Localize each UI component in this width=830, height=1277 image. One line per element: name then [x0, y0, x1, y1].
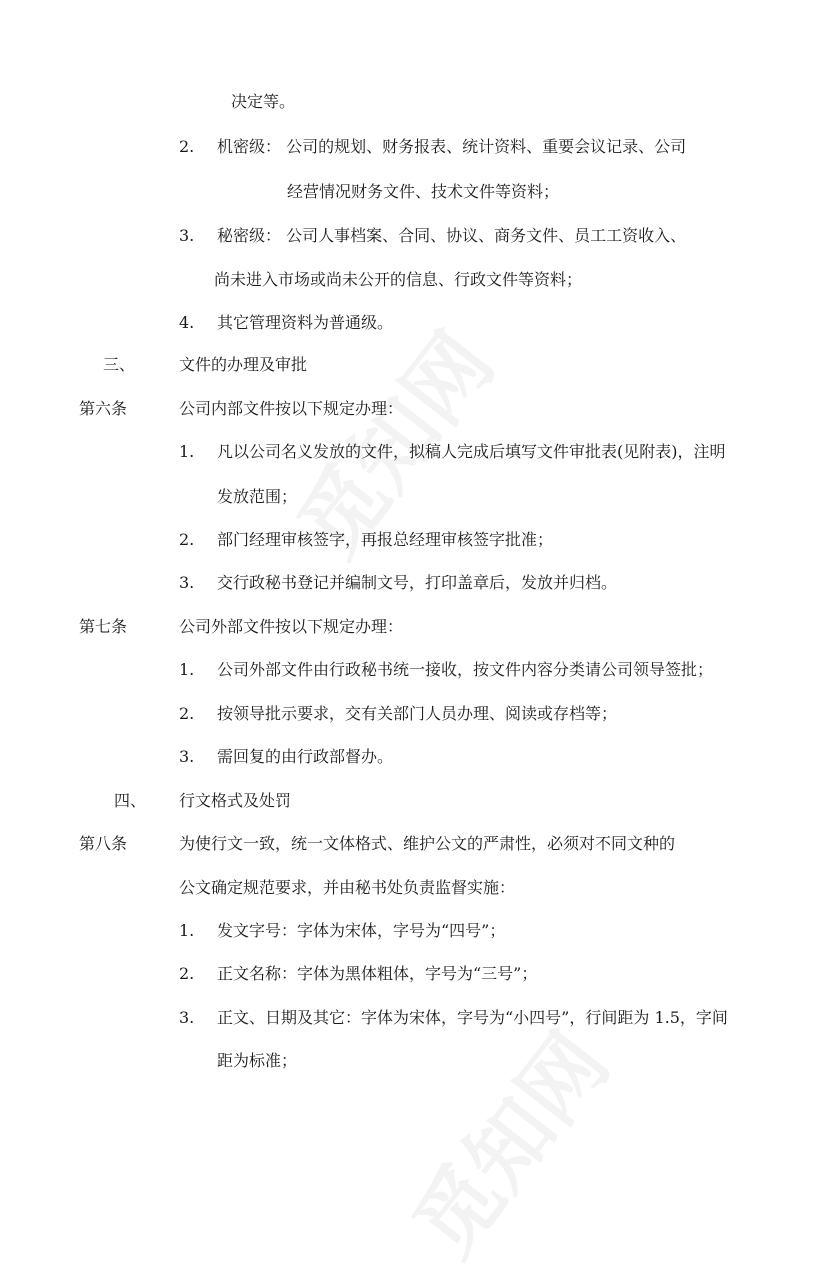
article-number: 第八条 — [79, 834, 128, 853]
list-number: 2. — [179, 704, 195, 723]
paragraph-text: 决定等。 — [231, 92, 296, 111]
section-heading: 行文格式及处罚 — [179, 791, 292, 810]
list-number: 2. — [179, 964, 195, 983]
list-number: 1. — [179, 442, 195, 461]
article-text: 为使行文一致，统一文体格式、维护公文的严肃性，必须对不同文种的 — [179, 834, 676, 853]
list-item-text: 正文名称：字体为黑体粗体，字号为“三号”； — [217, 964, 538, 983]
list-item-text: 正文、日期及其它：字体为宋体，字号为“小四号”，行间距为 1.5，字间 — [217, 1008, 728, 1027]
list-item-text: 按领导批示要求，交有关部门人员办理、阅读或存档等； — [217, 704, 618, 723]
list-number: 1. — [179, 921, 195, 940]
article-number: 第七条 — [79, 617, 128, 636]
article-number: 第六条 — [79, 399, 128, 418]
list-number: 3. — [179, 747, 195, 766]
list-item-text: 交行政秘书登记并编制文号，打印盖章后，发放并归档。 — [217, 573, 618, 592]
list-item-text: 机密级： 公司的规划、财务报表、统计资料、重要会议记录、公司 — [217, 137, 687, 156]
list-item-text: 其它管理资料为普通级。 — [217, 313, 394, 332]
article-text: 公司外部文件按以下规定办理： — [179, 617, 404, 636]
list-number: 1. — [179, 660, 195, 679]
list-item-text: 凡以公司名义发放的文件，拟稿人完成后填写文件审批表(见附表)，注明 — [217, 442, 726, 461]
list-number: 2. — [179, 137, 195, 156]
list-item-text: 公司外部文件由行政秘书统一接收，按文件内容分类请公司领导签批； — [217, 660, 714, 679]
list-number: 3. — [179, 573, 195, 592]
list-item-text: 秘密级： 公司人事档案、合同、协议、商务文件、员工工资收入、 — [217, 226, 687, 245]
list-item-text: 发文字号：字体为宋体，字号为“四号”； — [217, 921, 506, 940]
section-number: 三、 — [103, 355, 136, 374]
list-number: 3. — [179, 226, 195, 245]
article-continuation: 公文确定规范要求，并由秘书处负责监督实施： — [179, 878, 516, 897]
list-item-text: 部门经理审核签字，再报总经理审核签字批准； — [217, 530, 554, 549]
list-item-continuation: 发放范围； — [217, 487, 298, 506]
watermark-text — [381, 1004, 632, 1277]
section-heading: 文件的办理及审批 — [179, 355, 308, 374]
list-item-text: 需回复的由行政部督办。 — [217, 747, 394, 766]
list-item-continuation: 距为标准； — [217, 1051, 298, 1070]
section-number: 四、 — [114, 791, 147, 810]
list-number: 2. — [179, 530, 195, 549]
list-number: 4. — [179, 313, 195, 332]
list-item-continuation: 尚未进入市场或尚未公开的信息、行政文件等资料； — [214, 270, 583, 289]
list-item-continuation: 经营情况财务文件、技术文件等资料； — [287, 182, 560, 201]
list-number: 3. — [179, 1008, 195, 1027]
article-text: 公司内部文件按以下规定办理： — [179, 399, 404, 418]
